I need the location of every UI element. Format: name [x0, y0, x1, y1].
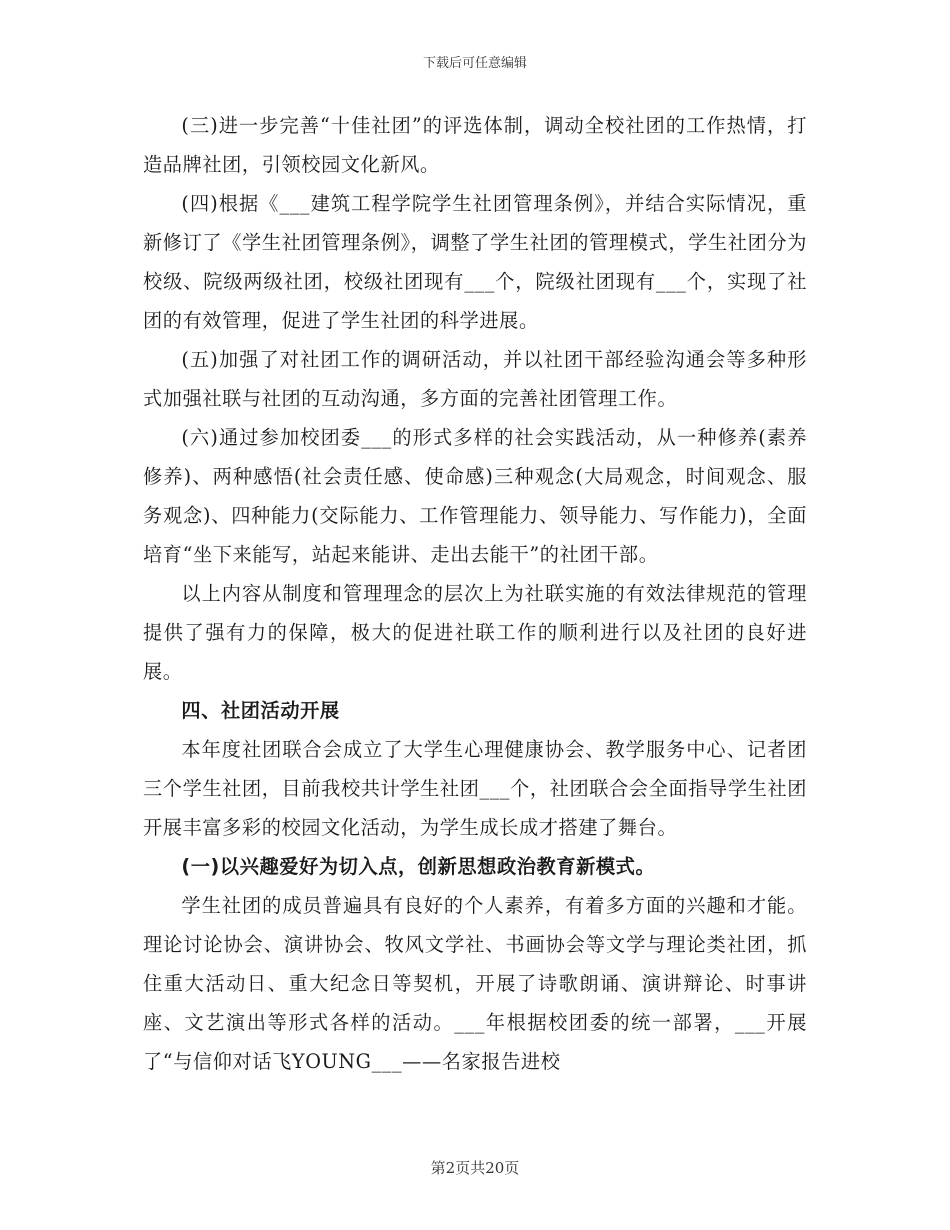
paragraph-section-intro: 本年度社团联合会成立了大学生心理健康协会、教学服务中心、记者团三个学生社团，目前我校共计学生社团___个，社团联合会全面指导学生社团开展丰富多彩的校园文化活动，为学生成长成才搭建了舞台。	[143, 738, 807, 839]
paragraph-item-4: (四)根据《___建筑工程学院学生社团管理条例》，并结合实际情况，重新修订了《学生社团管理条例》，调整了学生社团的管理模式，学生社团分为校级、院级两级社团，校级社团现有___个，院级社团现有___个，实现了社团的有效管理，促进了学生社团的科学进展。	[143, 192, 807, 332]
paragraph-summary: 以上内容从制度和管理理念的层次上为社联实施的有效法律规范的管理提供了强有力的保障，极大的促进社联工作的顺利进行以及社团的良好进展。	[143, 582, 807, 683]
paragraph-item-6: (六)通过参加校团委___的形式多样的社会实践活动，从一种修养(素养修养)、两种感悟(社会责任感、使命感)三种观念(大局观念，时间观念、服务观念)、四种能力(交际能力、工作管理能力、领导能力、写作能力)，全面培育“坐下来能写，站起来能讲、走出去能干”的社团干部。	[143, 426, 807, 566]
page-footer: 第2页共20页	[430, 1159, 520, 1177]
paragraph-item-5: (五)加强了对社团工作的调研活动，并以社团干部经验沟通会等多种形式加强社联与社团的互动沟通，多方面的完善社团管理工作。	[143, 348, 807, 410]
paragraph-subsection-body: 学生社团的成员普遍具有良好的个人素养，有着多方面的兴趣和才能。理论讨论协会、演讲协会、牧风文学社、书画协会等文学与理论类社团，抓住重大活动日、重大纪念日等契机，开展了诗歌朗诵、演讲辩论、时事讲座、文艺演出等形式各样的活动。___年根据校团委的统一部署，___开展了“与信仰对话飞YOUNG___——名家报告进校	[143, 894, 807, 1073]
subsection-heading: (一)以兴趣爱好为切入点，创新思想政治教育新模式。	[181, 855, 656, 878]
document-body	[143, 106, 807, 1081]
paragraph-item-3: (三)进一步完善“十佳社团”的评选体制，调动全校社团的工作热情，打造品牌社团，引领校园文化新风。	[143, 114, 807, 176]
page-header: 下载后可任意编辑	[422, 56, 527, 71]
section-heading: 四、社团活动开展	[181, 699, 340, 722]
